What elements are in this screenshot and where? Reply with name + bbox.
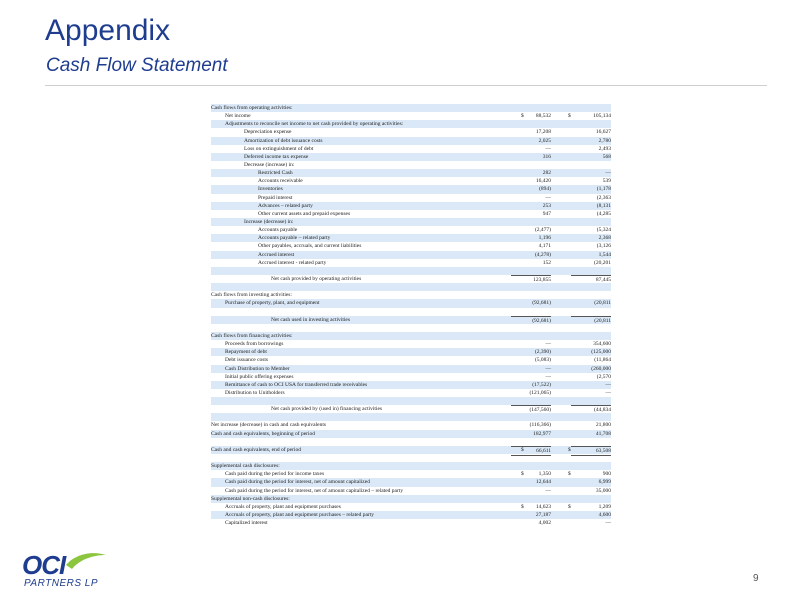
currency-symbol: $ (521, 113, 524, 120)
value-cell-prior: 21,800 (595, 422, 611, 429)
table-row (211, 356, 611, 364)
value-cell-current: (92,681) (532, 300, 551, 307)
value-cell-prior: (8,131 (596, 202, 611, 209)
table-spacer-row (211, 397, 611, 405)
value-cell-current: 17,208 (535, 129, 551, 136)
value-cell-prior: (11,864 (594, 357, 611, 364)
table-row (211, 194, 611, 202)
row-label: Cash flows from operating activities: (211, 105, 293, 111)
table-row (211, 112, 611, 120)
row-label: Cash Distribution to Member (225, 365, 290, 372)
page-title: Appendix (45, 14, 171, 47)
table-row (211, 519, 611, 527)
value-cell-current: (4,278) (534, 251, 551, 258)
currency-symbol: $ (521, 446, 524, 453)
value-cell-prior: (5,324 (596, 227, 611, 234)
value-cell-current: 66,611 (511, 446, 551, 456)
row-label: Other payables, accruals, and current liabilities (258, 243, 362, 250)
value-cell-prior: 6,999 (598, 479, 611, 486)
value-cell-prior: 1,209 (598, 503, 611, 510)
currency-symbol: $ (568, 503, 571, 510)
page-number: 9 (753, 573, 759, 584)
value-cell-current: (5,083) (534, 357, 551, 364)
value-cell-prior: 35,000 (595, 487, 611, 494)
value-cell-current: 4,171 (538, 243, 551, 250)
value-cell-current: 88,532 (535, 113, 551, 120)
value-cell-prior: (260,000 (591, 365, 611, 372)
table-row (211, 177, 611, 185)
value-cell-current: 1,350 (538, 471, 551, 478)
value-cell-prior: 105,134 (593, 113, 611, 120)
value-cell-current: — (545, 194, 551, 201)
table-row (211, 145, 611, 153)
row-label: Purchase of property, plant, and equipment (225, 300, 320, 307)
row-label: Net increase (decrease) in cash and cash equivalents (211, 422, 326, 429)
value-cell-prior: (2,363 (596, 194, 611, 201)
row-label: Restricted Cash (258, 170, 293, 177)
table-row (211, 210, 611, 218)
value-cell-current: 947 (542, 210, 551, 217)
value-cell-prior: (20,811 (594, 300, 611, 307)
value-cell-current: 14,623 (535, 503, 551, 510)
table-row (211, 316, 611, 324)
table-row (211, 202, 611, 210)
value-cell-current: 1,196 (538, 235, 551, 242)
value-cell-prior: — (605, 389, 611, 396)
row-label: Inventories (258, 186, 283, 193)
table-spacer-row (211, 267, 611, 275)
value-cell-prior: — (605, 520, 611, 527)
value-cell-prior: 354,600 (593, 341, 611, 348)
value-cell-prior: 568 (602, 153, 611, 160)
table-row (211, 421, 611, 429)
row-label: Proceeds from borrowings (225, 341, 284, 348)
logo-subtitle: PARTNERS LP (24, 578, 99, 589)
title-divider (45, 85, 767, 86)
value-cell-current: 182,977 (533, 430, 551, 437)
table-row (211, 218, 611, 226)
row-label: Supplemental cash disclosures: (211, 463, 280, 470)
value-cell-current: 16,420 (535, 178, 551, 185)
table-row (211, 446, 611, 454)
value-cell-current: — (545, 145, 551, 152)
value-cell-current: 2,025 (538, 137, 551, 144)
value-cell-current: — (545, 373, 551, 380)
value-cell-current: (121,065) (529, 389, 551, 396)
row-label: Depreciation expense (244, 129, 292, 136)
row-label: Net cash provided by operating activities (271, 275, 362, 282)
row-label: Cash paid during the period for interest, net of amount capitalized – related party (225, 487, 404, 494)
table-row (211, 259, 611, 267)
table-spacer-row (211, 283, 611, 291)
value-cell-current: — (545, 365, 551, 372)
value-cell-prior: 1,544 (598, 251, 611, 258)
value-cell-prior: 900 (602, 471, 611, 478)
row-label: Amortization of debt issuance costs (244, 137, 323, 144)
table-row (211, 462, 611, 470)
value-cell-prior: 539 (602, 178, 611, 185)
table-row (211, 503, 611, 511)
value-cell-prior: (44,834 (571, 405, 611, 414)
value-cell-prior: 2,780 (598, 137, 611, 144)
row-label: Other current assets and prepaid expenses (258, 210, 351, 217)
table-row (211, 104, 611, 112)
row-label: Repayment of debt (225, 349, 267, 356)
table-row (211, 389, 611, 397)
currency-symbol: $ (568, 113, 571, 120)
logo-swoosh-icon (64, 551, 108, 571)
table-row (211, 153, 611, 161)
value-cell-current: 123,855 (511, 275, 551, 284)
value-cell-prior: 41,708 (595, 430, 611, 437)
value-cell-prior: 16,627 (595, 129, 611, 136)
value-cell-current: 27,187 (535, 512, 551, 519)
row-label: Accrued interest (258, 251, 295, 258)
table-row (211, 478, 611, 486)
value-cell-prior: 2,368 (598, 235, 611, 242)
table-row (211, 128, 611, 136)
value-cell-current: (17,522) (532, 381, 551, 388)
row-label: Cash and cash equivalents, beginning of period (211, 430, 316, 437)
page-subtitle: Cash Flow Statement (46, 55, 228, 76)
value-cell-prior: 87,445 (571, 275, 611, 284)
table-row (211, 348, 611, 356)
table-row (211, 185, 611, 193)
row-label: Accounts receivable (258, 178, 303, 185)
table-row (211, 161, 611, 169)
row-label: Remittance of cash to OCI USA for transferred trade receivables (225, 381, 368, 388)
table-row (211, 291, 611, 299)
table-row (211, 275, 611, 283)
table-spacer-row (211, 438, 611, 446)
value-cell-prior: (2,570 (596, 373, 611, 380)
table-row (211, 487, 611, 495)
table-row (211, 299, 611, 307)
value-cell-prior: (1,178 (596, 186, 611, 193)
value-cell-prior: (3,126 (596, 243, 611, 250)
value-cell-prior: — (605, 170, 611, 177)
value-cell-current: — (545, 487, 551, 494)
value-cell-prior: 4,600 (598, 512, 611, 519)
currency-symbol: $ (521, 503, 524, 510)
row-label: Loss on extinguishment of debt (244, 145, 314, 152)
table-row (211, 120, 611, 128)
value-cell-current: 12,644 (535, 479, 551, 486)
row-label: Cash flows from investing activities: (211, 292, 292, 299)
row-label: Capitalized interest (225, 520, 268, 527)
table-row (211, 169, 611, 177)
value-cell-prior: — (605, 381, 611, 388)
table-row (211, 234, 611, 242)
currency-symbol: $ (521, 471, 524, 478)
table-row (211, 495, 611, 503)
cash-flow-table (211, 104, 611, 527)
table-row (211, 381, 611, 389)
value-cell-current: 253 (542, 202, 551, 209)
row-label: Accounts payable – related party (258, 235, 331, 242)
value-cell-current: 282 (542, 170, 551, 177)
table-row (211, 137, 611, 145)
value-cell-current: (2,477) (534, 227, 551, 234)
row-label: Accrued interest - related party (258, 259, 327, 266)
table-row (211, 430, 611, 438)
row-label: Cash and cash equivalents, end of period (211, 446, 301, 453)
table-row (211, 470, 611, 478)
row-label: Accruals of property, plant and equipment purchases – related party (225, 512, 375, 519)
value-cell-current: 316 (542, 153, 551, 160)
row-label: Net cash used in investing activities (271, 316, 350, 323)
table-row (211, 251, 611, 259)
currency-symbol: $ (568, 446, 571, 453)
value-cell-current: 4,002 (538, 520, 551, 527)
value-cell-prior: (20,201 (594, 259, 611, 266)
row-label: Accruals of property, plant and equipment purchases (225, 503, 341, 510)
value-cell-prior: (20,811 (571, 316, 611, 325)
value-cell-current: (116,366) (529, 422, 551, 429)
row-label: Deferred income tax expense (244, 153, 309, 160)
row-label: Cash paid during the period for interest, net of amount capitalized (225, 479, 370, 486)
row-label: Distribution to Unitholders (225, 389, 285, 396)
value-cell-current: (92,681) (511, 316, 551, 325)
row-label: Adjustments to reconcile net income to net cash provided by operating activities: (225, 121, 404, 128)
table-row (211, 332, 611, 340)
table-row (211, 340, 611, 348)
row-label: Increase (decrease) in: (244, 218, 294, 225)
logo-wordmark: OCI (22, 550, 66, 580)
value-cell-current: (147,560) (511, 405, 551, 414)
row-label: Advances – related party (258, 202, 313, 209)
table-spacer-row (211, 454, 611, 462)
row-label: Initial public offering expenses (225, 373, 294, 380)
table-row (211, 242, 611, 250)
row-label: Accounts payable (258, 227, 298, 234)
value-cell-prior: (4,285 (596, 210, 611, 217)
value-cell-current: 152 (542, 259, 551, 266)
table-row (211, 405, 611, 413)
value-cell-prior: (125,000 (591, 349, 611, 356)
row-label: Debt issuance costs (225, 357, 269, 364)
value-cell-current: (2,390) (534, 349, 551, 356)
value-cell-current: (894) (539, 186, 551, 193)
table-spacer-row (211, 308, 611, 316)
table-spacer-row (211, 413, 611, 421)
row-label: Prepaid interest (258, 194, 293, 201)
row-label: Cash flows from financing activities: (211, 332, 293, 339)
table-row (211, 365, 611, 373)
table-row (211, 226, 611, 234)
value-cell-current: — (545, 341, 551, 348)
value-cell-prior: 63,508 (571, 446, 611, 456)
table-row (211, 511, 611, 519)
row-label: Supplemental non-cash disclosures: (211, 495, 290, 502)
row-label: Cash paid during the period for income taxes (225, 471, 325, 478)
row-label: Net cash provided by (used in) financing activities (271, 406, 383, 413)
table-spacer-row (211, 324, 611, 332)
table-row (211, 373, 611, 381)
value-cell-prior: 2,493 (598, 145, 611, 152)
currency-symbol: $ (568, 471, 571, 478)
row-label: Decrease (increase) in: (244, 161, 295, 168)
row-label: Net income (225, 113, 251, 120)
